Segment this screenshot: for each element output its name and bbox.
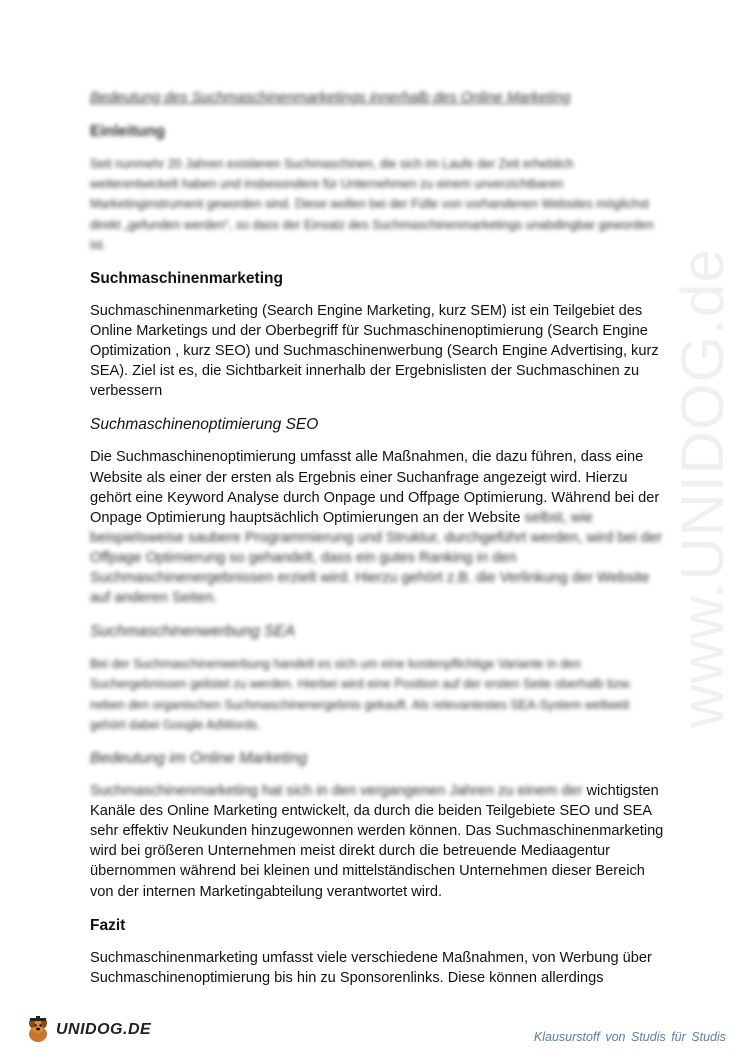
unidog-logo[interactable] xyxy=(24,1014,151,1046)
paragraph-bedeutung xyxy=(90,781,665,902)
heading-einleitung: Einleitung xyxy=(90,123,165,140)
paragraph-seo-visible: Die Suchmaschinenoptimierung umfasst alle Maßnahmen, die dazu führen, dass eine Website als einer der ersten als Ergebnis einer Suchanfrage angezeigt wird. Hierzu gehört eine Keyword Analyse durch Onpage und Offpage Optimierung. Während bei der Onpage Optimierung hauptsächlich Optimierungen an der Website xyxy=(90,449,660,526)
watermark: www.UNIDOG.de xyxy=(669,248,736,728)
paragraph-bedeutung-blurred: Suchmaschinenmarketing hat sich in den vergangenen Jahren zu einem der xyxy=(90,783,583,800)
heading-bedeutung: Bedeutung im Online Marketing xyxy=(90,750,308,768)
heading-sea: Suchmaschinenwerbung SEA xyxy=(90,623,296,641)
document-title: Bedeutung des Suchmaschinenmarketings innerhalb des Online Marketing xyxy=(90,90,571,106)
paragraph-sea: Bei der Suchmaschinenwerbung handelt es sich um eine kostenpflichtige Variante in den Suchergebnissen gelistet zu werden. Hierbei wird eine Position auf der ersten Seite oberhalb bzw. neben den organischen Suchmaschinenergebnis gekauft. Als relevantestes SEA-System weltweit gehört dabei Google AdWords. xyxy=(90,657,632,732)
footer-slogan: Klausurstoff von Studis für Studis xyxy=(533,1030,726,1044)
dog-mascot-icon xyxy=(24,1016,52,1044)
heading-suchmaschinenmarketing: Suchmaschinenmarketing xyxy=(90,270,283,288)
paragraph-seo-blurred: selbst, wie beispielsweise saubere Programmierung und Struktur, durchgeführt werden, wird bei der Offpage Optimierung so gehandelt, dass ein gutes Ranking in den Suchmaschinenergebnissen erzielt wird. Hierzu gehört z.B. die Verlinkung der Website auf anderen Seiten. xyxy=(90,509,662,607)
heading-fazit: Fazit xyxy=(90,916,126,934)
document-page xyxy=(90,88,665,1002)
paragraph-einleitung: Seit nunmehr 20 Jahren existieren Suchmaschinen, die sich im Laufe der Zeit erheblich weiterentwickelt haben und insbesondere für Unternehmen zu einem unverzichtbaren Marketinginstrument geworden sind. Diese wollen bei der Fülle von vorhandenen Websites möglichst direkt „gefunden werden“, so dass der Einsatz des Suchmaschinenmarketings unabdingbar geworden ist. xyxy=(90,157,654,252)
paragraph-bedeutung-visible: wichtigsten Kanäle des Online Marketing entwickelt, da durch die beiden Teilgebiete SEO und SEA sehr effektiv Neukunden hinzugewonnen werden können. Das Suchmaschinenmarketing wird bei größeren Unternehmen meist direkt durch die betreuende Mediaagentur übernommen während bei kleinen und mittelständischen Unternehmen dieser Bereich von der internen Marketingabteilung verantwortet wird. xyxy=(90,783,664,900)
paragraph-seo xyxy=(90,447,665,608)
paragraph-fazit: Suchmaschinenmarketing umfasst viele verschiedene Maßnahmen, von Werbung über Suchmaschinenoptimierung bis hin zu Sponsorenlinks. Diese können allerdings xyxy=(90,949,652,986)
paragraph-suchmaschinenmarketing: Suchmaschinenmarketing (Search Engine Marketing, kurz SEM) ist ein Teilgebiet des Online Marketings und der Oberbegriff für Suchmaschinenoptimierung (Search Engine Optimization , kurz SEO) und Suchmaschinenwerbung (Search Engine Advertising, kurz SEA). Ziel ist es, die Sichtbarkeit innerhalb der Ergebnislisten der Suchmaschinen zu verbessern xyxy=(90,303,659,400)
heading-seo: Suchmaschinenoptimierung SEO xyxy=(90,416,319,434)
logo-text: UNIDOG.DE xyxy=(56,1021,152,1038)
